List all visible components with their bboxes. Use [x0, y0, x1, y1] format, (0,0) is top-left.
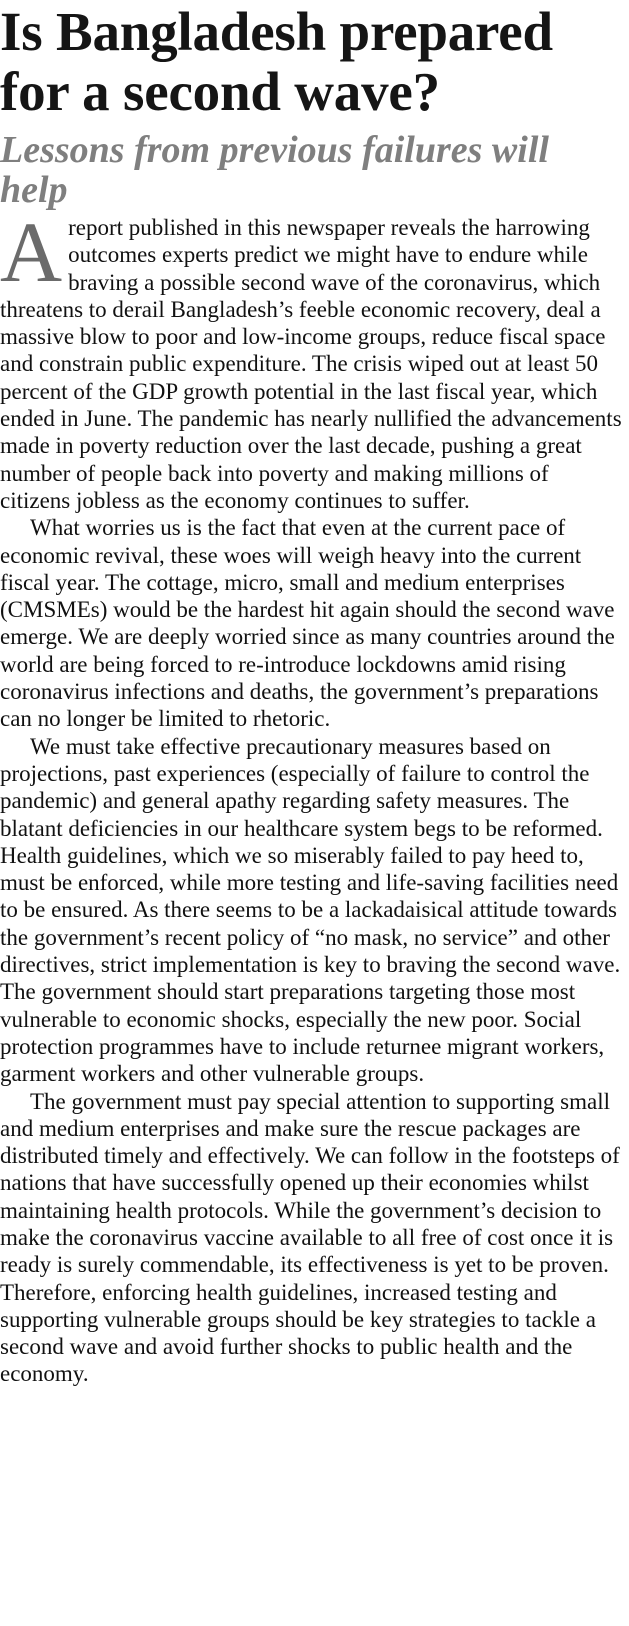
- article-paragraph-1: [0, 204, 622, 514]
- article-paragraph-3: We must take effective precautionary measures based on projections, past experiences (especially of failure to control the pandemic) and general apathy regarding safety measures. The blatant deficiencies in our healthcare system begs to be reformed. Health guidelines, which we so miserably failed to pay heed to, must be enforced, while more testing and life-saving facilities need to be ensured. As there seems to be a lackadaisical attitude towards the government’s recent policy of “no mask, no service” and other directives, strict implementation is key to braving the second wave. The government should start preparations targeting those most vulnerable to economic shocks, especially the new poor. Social protection programmes have to include returnee migrant workers, garment workers and other vulnerable groups.: [0, 733, 621, 1087]
- article-paragraph-4: The government must pay special attention to supporting small and medium enterprises and make sure the rescue packages are distributed timely and effectively. We can follow in the footsteps of nations that have successfully opened up their economies whilst maintaining health protocols. While the government’s decision to make the coronavirus vaccine available to all free of cost once it is ready is surely commendable, its effectiveness is yet to be proven. Therefore, enforcing health guidelines, increased testing and supporting vulnerable groups should be key strategies to tackle a second wave and avoid further shocks to public health and the economy.: [0, 1088, 620, 1387]
- article-body: [0, 204, 622, 1388]
- article-headline: Is Bangladesh prepared for a second wave?: [0, 1, 553, 122]
- article-paragraph-2: What worries us is the fact that even at the current pace of economic revival, these woes will weigh heavy into the current fiscal year. The cottage, micro, small and medium enterprises (CMSMEs) would be the hardest hit again should the second wave emerge. We are deeply worried since as many countries around the world are being forced to re-introduce lockdowns amid rising coronavirus infections and deaths, the government’s preparations can no longer be limited to rhetoric.: [0, 515, 615, 732]
- paragraph-1-text: report published in this newspaper reveals the harrowing outcomes experts predict we might have to endure while braving a possible second wave of the coronavirus, which threatens to derail Bangladesh’s feeble economic recovery, deal a massive blow to poor and low-income groups, reduce fiscal space and constrain public expenditure. The crisis wiped out at least 50 percent of the GDP growth potential in the last fiscal year, which ended in June. The pandemic has nearly nullified the advancements made in poverty reduction over the last decade, pushing a great number of people back into poverty and making millions of citizens jobless as the economy continues to suffer.: [0, 215, 622, 513]
- drop-cap: A: [0, 204, 63, 300]
- article-subheadline: Lessons from previous failures will help: [0, 129, 549, 211]
